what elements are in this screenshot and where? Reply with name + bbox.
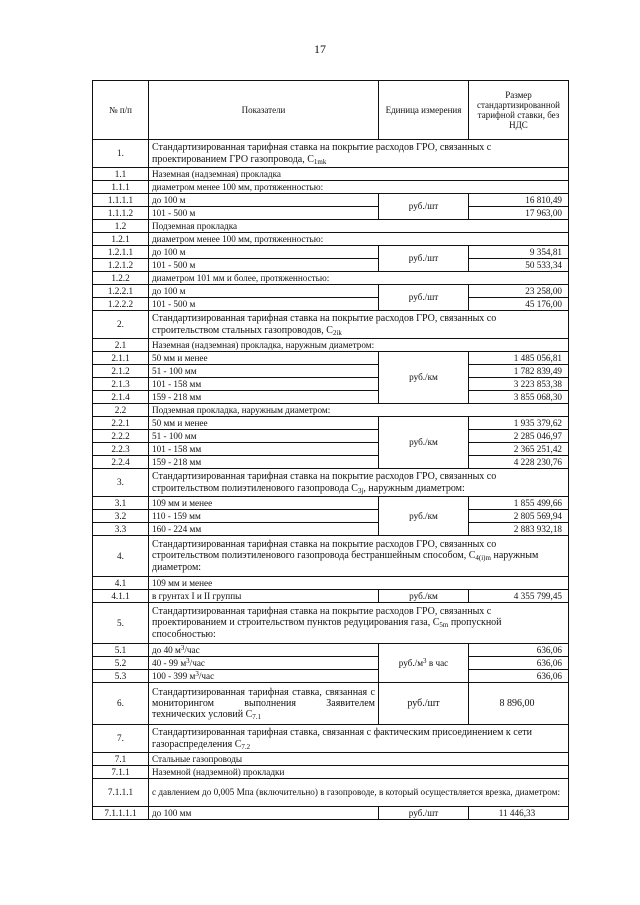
row-text: до 100 м	[149, 246, 379, 259]
row-num: 1.2.1.1	[93, 246, 149, 259]
row-num: 1.	[93, 140, 149, 168]
row-text: Подземная прокладка, наружным диаметром:	[149, 404, 569, 417]
table-row	[93, 536, 569, 577]
row-num: 1.2.2.2	[93, 298, 149, 311]
tariff-table	[92, 80, 569, 820]
row-num: 7.1.1.1.1	[93, 807, 149, 820]
row-value: 1 485 056,81	[469, 352, 569, 365]
table-row	[93, 404, 569, 417]
table-row	[93, 430, 569, 443]
row-num: 2.1	[93, 339, 149, 352]
row-value: 17 963,00	[469, 207, 569, 220]
row-text: 40 - 99 $м^3$/час	[149, 657, 379, 670]
row-num: 1.2.1.2	[93, 259, 149, 272]
table-row	[93, 469, 569, 497]
table-row	[93, 670, 569, 683]
row-num: 2.2.3	[93, 443, 149, 456]
table-row	[93, 443, 569, 456]
table-row	[93, 603, 569, 644]
row-num: 7.	[93, 725, 149, 753]
table-row	[93, 246, 569, 259]
table-row	[93, 683, 569, 725]
header-rate: Размер стандартизированной тарифной ставки, без НДС	[469, 81, 569, 140]
row-unit: руб./шт	[379, 246, 469, 272]
row-text: 101 - 500 м	[149, 259, 379, 272]
row-text: Стандартизированная тарифная ставка, связанная с фактическим присоединением к сети газораспределения $C_{7.2}$	[149, 725, 569, 753]
row-num: 3.1	[93, 497, 149, 510]
table-row	[93, 577, 569, 590]
row-text: 109 мм и менее	[149, 577, 569, 590]
row-value: 3 855 068,30	[469, 391, 569, 404]
row-num: 2.1.2	[93, 365, 149, 378]
row-num: 2.	[93, 311, 149, 339]
table-row	[93, 456, 569, 469]
row-text: Стандартизированная тарифная ставка, связанная с мониторингом выполнения Заявителем технических условий $C_{7.1}$	[149, 683, 379, 725]
row-unit: руб./км	[379, 417, 469, 469]
row-value: 3 223 853,38	[469, 378, 569, 391]
row-num: 3.	[93, 469, 149, 497]
row-num: 2.1.3	[93, 378, 149, 391]
row-num: 2.2.1	[93, 417, 149, 430]
row-text: Наземной (надземной) прокладки	[149, 766, 569, 779]
row-num: 2.1.1	[93, 352, 149, 365]
row-text: диаметром менее 100 мм, протяженностью:	[149, 181, 569, 194]
row-unit: руб./км	[379, 352, 469, 404]
row-num: 1.2	[93, 220, 149, 233]
row-num: 4.	[93, 536, 149, 577]
row-text: в грунтах I и II группы	[149, 590, 379, 603]
table-row	[93, 181, 569, 194]
row-text: 101 - 500 м	[149, 298, 379, 311]
table-row	[93, 753, 569, 766]
row-num: 1.2.1	[93, 233, 149, 246]
row-num: 2.2.4	[93, 456, 149, 469]
row-text: до 100 мм	[149, 807, 379, 820]
header-unit: Единица измерения	[379, 81, 469, 140]
row-text: Стандартизированная тарифная ставка на покрытие расходов ГРО, связанных со строительством стальных газопроводов, $C_{2ik}$	[149, 311, 569, 339]
table-row	[93, 497, 569, 510]
row-text: 51 - 100 мм	[149, 365, 379, 378]
row-num: 7.1.1	[93, 766, 149, 779]
row-value: 636,06	[469, 670, 569, 683]
row-text: Стандартизированная тарифная ставка на покрытие расходов ГРО, связанных с проектированием ГРО газопровода, $C_{1mk}$	[149, 140, 569, 168]
row-num: 5.	[93, 603, 149, 644]
row-value: 4 355 799,45	[469, 590, 569, 603]
row-num: 1.2.2.1	[93, 285, 149, 298]
row-text: Наземная (надземная) прокладка	[149, 168, 569, 181]
table-row	[93, 207, 569, 220]
table-row	[93, 417, 569, 430]
table-row	[93, 298, 569, 311]
row-value: 23 258,00	[469, 285, 569, 298]
row-value: 4 228 230,76	[469, 456, 569, 469]
table-row	[93, 168, 569, 181]
row-text: 101 - 158 мм	[149, 443, 379, 456]
row-text: с давлением до 0,005 Мпа (включительно) в газопроводе, в который осуществляется врезка, диаметром:	[149, 779, 569, 807]
row-num: 4.1.1	[93, 590, 149, 603]
row-text: 159 - 218 мм	[149, 456, 379, 469]
row-unit: руб./шт	[379, 683, 469, 725]
row-num: 7.1	[93, 753, 149, 766]
row-unit: руб./шт	[379, 807, 469, 820]
table-row	[93, 590, 569, 603]
row-text: 160 - 224 мм	[149, 523, 379, 536]
row-value: 1 855 499,66	[469, 497, 569, 510]
row-value: 16 810,49	[469, 194, 569, 207]
row-value: 636,06	[469, 657, 569, 670]
table-row	[93, 194, 569, 207]
row-num: 2.1.4	[93, 391, 149, 404]
row-num: 2.2.2	[93, 430, 149, 443]
row-value: 2 805 569,94	[469, 510, 569, 523]
row-text: до 100 м	[149, 285, 379, 298]
row-unit: руб./км	[379, 497, 469, 536]
row-value: 1 782 839,49	[469, 365, 569, 378]
table-row	[93, 644, 569, 657]
row-text: 50 мм и менее	[149, 417, 379, 430]
row-value: 9 354,81	[469, 246, 569, 259]
row-text: 101 - 158 мм	[149, 378, 379, 391]
row-text: диаметром менее 100 мм, протяженностью:	[149, 233, 569, 246]
row-text: 159 - 218 мм	[149, 391, 379, 404]
table-row	[93, 233, 569, 246]
page-number: 17	[314, 42, 326, 56]
table-row	[93, 365, 569, 378]
row-unit: руб./шт	[379, 194, 469, 220]
table-header-row	[93, 81, 569, 140]
row-unit: $руб./м^3$ в час	[379, 644, 469, 683]
row-text: Стандартизированная тарифная ставка на покрытие расходов ГРО, связанных со строительством полиэтиленового газопровода бестраншейным способом, $C_{4(i)m}$ наружным диаметром:	[149, 536, 569, 577]
row-text: 110 - 159 мм	[149, 510, 379, 523]
row-num: 4.1	[93, 577, 149, 590]
table-row	[93, 272, 569, 285]
table-row	[93, 725, 569, 753]
row-value: 1 935 379,62	[469, 417, 569, 430]
row-num: 3.2	[93, 510, 149, 523]
row-num: 5.1	[93, 644, 149, 657]
row-unit: руб./км	[379, 590, 469, 603]
row-unit: руб./шт	[379, 285, 469, 311]
row-text: Стандартизированная тарифная ставка на покрытие расходов ГРО, связанных со строительством полиэтиленового газопровода $C_{3j}$, наружным диаметром:	[149, 469, 569, 497]
table-row	[93, 807, 569, 820]
table-row	[93, 766, 569, 779]
table-row	[93, 523, 569, 536]
table-row	[93, 779, 569, 807]
row-text: 109 мм и менее	[149, 497, 379, 510]
row-value: 11 446,33	[469, 807, 569, 820]
row-text: Стандартизированная тарифная ставка на покрытие расходов ГРО, связанных с проектированием и строительством пунктов редуцирования газа, $C_{5m}$ пропускной способностью:	[149, 603, 569, 644]
table-row	[93, 378, 569, 391]
row-num: 1.1	[93, 168, 149, 181]
row-value: 2 285 046,97	[469, 430, 569, 443]
header-indicator: Показатели	[149, 81, 379, 140]
row-num: 7.1.1.1	[93, 779, 149, 807]
row-num: 1.1.1.1	[93, 194, 149, 207]
header-num: № п/п	[93, 81, 149, 140]
row-value: 8 896,00	[469, 683, 569, 725]
row-text: диаметром 101 мм и более, протяженностью:	[149, 272, 569, 285]
row-value: 45 176,00	[469, 298, 569, 311]
row-num: 5.2	[93, 657, 149, 670]
row-text: 100 - 399 $м^3$/час	[149, 670, 379, 683]
row-value: 2 883 932,18	[469, 523, 569, 536]
row-num: 2.2	[93, 404, 149, 417]
row-num: 1.2.2	[93, 272, 149, 285]
row-text: Наземная (надземная) прокладка, наружным диаметром:	[149, 339, 569, 352]
row-num: 1.1.1	[93, 181, 149, 194]
table-row	[93, 391, 569, 404]
table-row	[93, 311, 569, 339]
table-row	[93, 259, 569, 272]
table-row	[93, 339, 569, 352]
table-row	[93, 352, 569, 365]
row-num: 6.	[93, 683, 149, 725]
row-text: до 100 м	[149, 194, 379, 207]
row-text: Стальные газопроводы	[149, 753, 569, 766]
table-row	[93, 510, 569, 523]
table-row	[93, 285, 569, 298]
row-num: 1.1.1.2	[93, 207, 149, 220]
row-text: Подземная прокладка	[149, 220, 569, 233]
row-value: 636,06	[469, 644, 569, 657]
row-text: 101 - 500 м	[149, 207, 379, 220]
row-value: 50 533,34	[469, 259, 569, 272]
table-row	[93, 140, 569, 168]
row-num: 3.3	[93, 523, 149, 536]
row-value: 2 365 251,42	[469, 443, 569, 456]
row-text: 50 мм и менее	[149, 352, 379, 365]
row-text: 51 - 100 мм	[149, 430, 379, 443]
row-text: до 40 $м^3$/час	[149, 644, 379, 657]
table-row	[93, 657, 569, 670]
row-num: 5.3	[93, 670, 149, 683]
table-row	[93, 220, 569, 233]
